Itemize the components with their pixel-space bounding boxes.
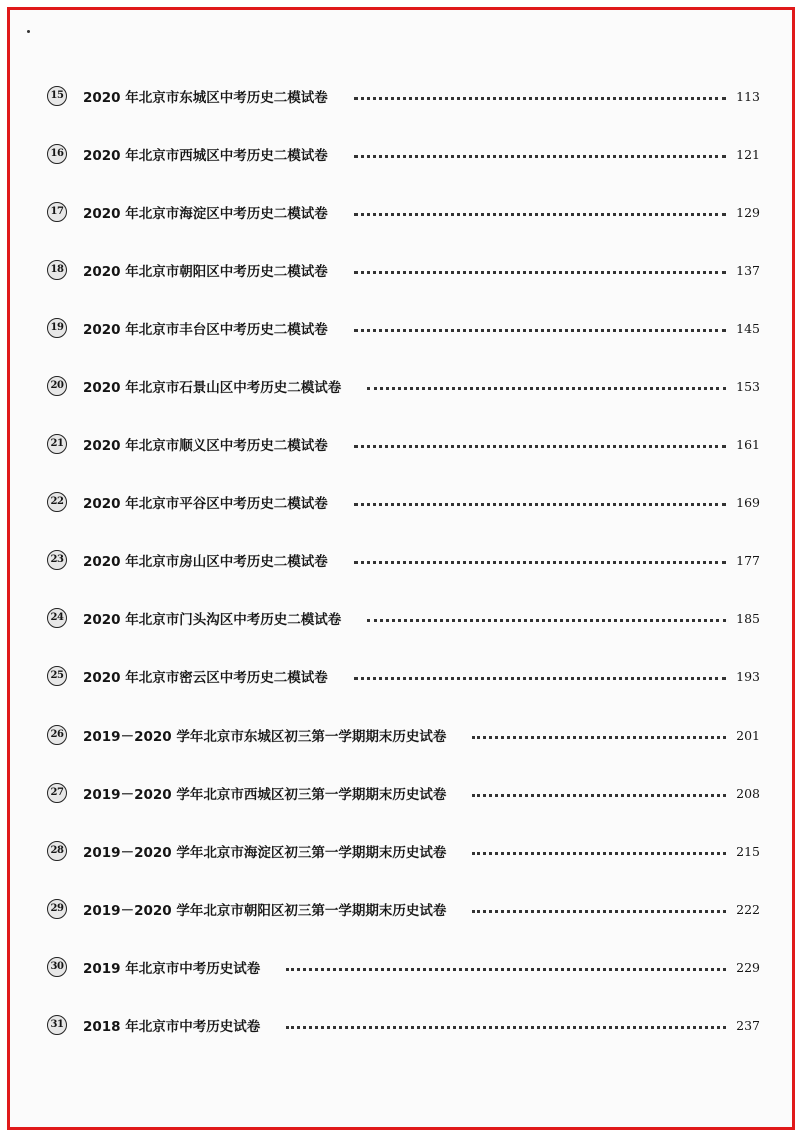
entry-title: 2020 年北京市石景山区中考历史二模试卷 (83, 380, 342, 396)
dot-leader (354, 445, 726, 448)
entry-title: 2020 年北京市丰台区中考历史二模试卷 (83, 322, 328, 338)
entry-title: 2020 年北京市平谷区中考历史二模试卷 (83, 496, 328, 512)
entry-number-badge: 29 (47, 899, 67, 919)
entry-number-badge: 19 (47, 318, 67, 338)
page-number: 129 (736, 204, 760, 220)
toc-entry[interactable] (47, 199, 760, 225)
dot-leader (354, 503, 726, 506)
toc-entry[interactable] (47, 315, 760, 341)
dot-leader (354, 97, 726, 100)
entry-title: 2019 年北京市中考历史试卷 (83, 961, 261, 977)
entry-number-badge: 26 (47, 725, 67, 745)
dot-leader (472, 910, 726, 913)
toc-entry[interactable] (47, 954, 760, 980)
entry-title: 2019－2020 学年北京市朝阳区初三第一学期期末历史试卷 (83, 903, 447, 919)
entry-title: 2020 年北京市朝阳区中考历史二模试卷 (83, 264, 328, 280)
dot-leader (354, 155, 726, 158)
dot-leader (286, 1026, 726, 1029)
dot-leader (354, 271, 726, 274)
page-number: 237 (736, 1017, 760, 1033)
dot-leader (286, 968, 726, 971)
page-number: 215 (736, 843, 760, 859)
toc-entry[interactable] (47, 780, 760, 806)
toc-entry[interactable] (47, 141, 760, 167)
page-number: 121 (736, 146, 760, 162)
toc-entry[interactable] (47, 605, 760, 631)
entry-number-badge: 18 (47, 260, 67, 280)
entry-title: 2020 年北京市西城区中考历史二模试卷 (83, 148, 328, 164)
entry-number-badge: 17 (47, 202, 67, 222)
entry-number-badge: 23 (47, 550, 67, 570)
dot-leader (367, 387, 726, 390)
toc-entry[interactable] (47, 896, 760, 922)
toc-entry[interactable] (47, 722, 760, 748)
toc-entry[interactable] (47, 257, 760, 283)
entry-number-badge: 27 (47, 783, 67, 803)
page-number: 169 (736, 494, 760, 510)
toc-entry[interactable] (47, 663, 760, 689)
entry-number-badge: 24 (47, 608, 67, 628)
page-number: 177 (736, 552, 760, 568)
entry-number-badge: 15 (47, 86, 67, 106)
dot-leader (354, 561, 726, 564)
entry-number-badge: 21 (47, 434, 67, 454)
dot-leader (472, 852, 726, 855)
dot-leader (472, 736, 726, 739)
page-number: 161 (736, 436, 760, 452)
entry-title: 2020 年北京市海淀区中考历史二模试卷 (83, 206, 328, 222)
entry-number-badge: 22 (47, 492, 67, 512)
entry-number-badge: 28 (47, 841, 67, 861)
entry-number-badge: 25 (47, 666, 67, 686)
dot-leader (472, 794, 726, 797)
dot-leader (367, 619, 726, 622)
toc-entry[interactable] (47, 838, 760, 864)
toc-entry[interactable] (47, 547, 760, 573)
entry-title: 2020 年北京市东城区中考历史二模试卷 (83, 90, 328, 106)
entry-title: 2020 年北京市顺义区中考历史二模试卷 (83, 438, 328, 454)
dot-leader (354, 213, 726, 216)
entry-title: 2018 年北京市中考历史试卷 (83, 1019, 261, 1035)
page-number: 137 (736, 262, 760, 278)
dot-leader (354, 677, 726, 680)
entry-title: 2020 年北京市密云区中考历史二模试卷 (83, 670, 328, 686)
toc-entry[interactable] (47, 373, 760, 399)
page-number: 193 (736, 668, 760, 684)
entry-title: 2019－2020 学年北京市海淀区初三第一学期期末历史试卷 (83, 845, 447, 861)
entry-number-badge: 16 (47, 144, 67, 164)
page-number: 222 (736, 901, 760, 917)
entry-title: 2020 年北京市房山区中考历史二模试卷 (83, 554, 328, 570)
toc-entry[interactable] (47, 83, 760, 109)
page-number: 153 (736, 378, 760, 394)
toc-entry[interactable] (47, 431, 760, 457)
dot-leader (354, 329, 726, 332)
entry-number-badge: 30 (47, 957, 67, 977)
page-number: 208 (736, 785, 760, 801)
toc-entry[interactable] (47, 1012, 760, 1038)
entry-title: 2019－2020 学年北京市东城区初三第一学期期末历史试卷 (83, 729, 447, 745)
page-number: 185 (736, 610, 760, 626)
page-number: 145 (736, 320, 760, 336)
page-number: 113 (736, 88, 760, 104)
entry-title: 2019－2020 学年北京市西城区初三第一学期期末历史试卷 (83, 787, 447, 803)
entry-number-badge: 20 (47, 376, 67, 396)
toc-entry[interactable] (47, 489, 760, 515)
entry-number-badge: 31 (47, 1015, 67, 1035)
page-number: 201 (736, 727, 760, 743)
page-number: 229 (736, 959, 760, 975)
entry-title: 2020 年北京市门头沟区中考历史二模试卷 (83, 612, 342, 628)
